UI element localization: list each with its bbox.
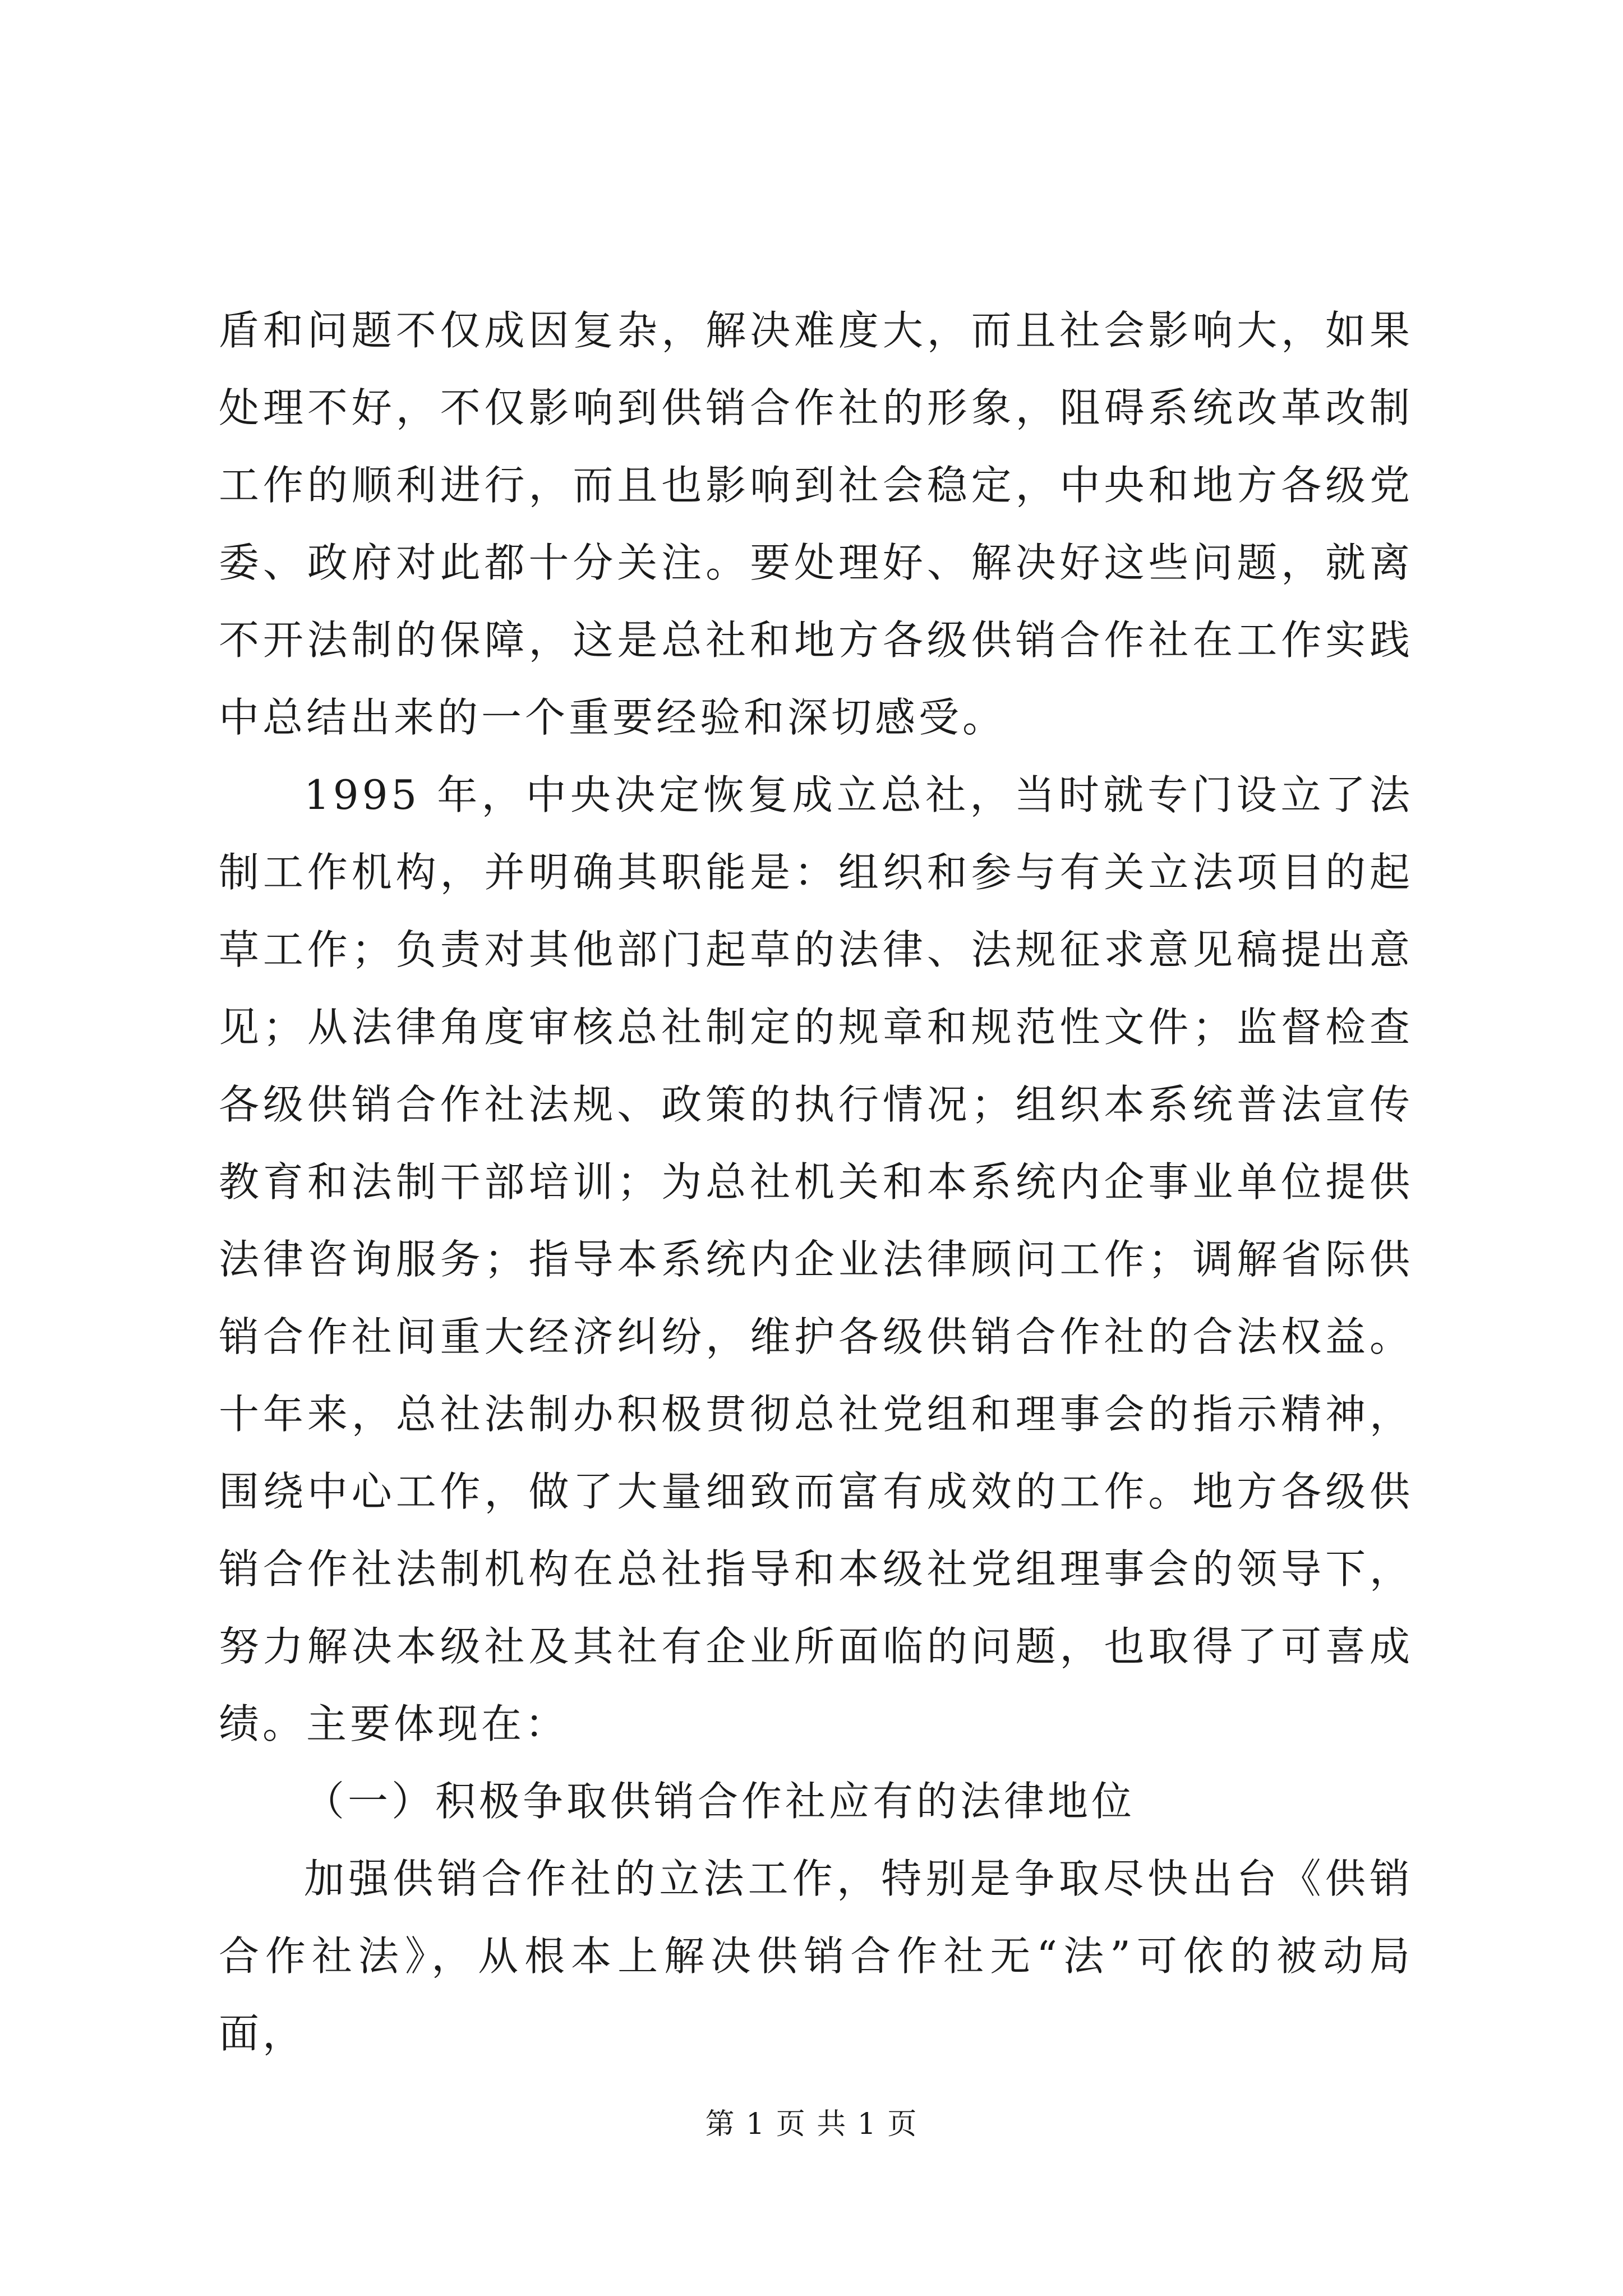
paragraph-after-heading: 加强供销合作社的立法工作，特别是争取尽快出台《供销合作社法》，从根本上解决供销合作社无“法”可依的被动局面， <box>219 1855 1413 2057</box>
section-heading: （一）积极争取供销合作社应有的法律地位 <box>304 1778 1136 1825</box>
document-body <box>219 292 1413 2072</box>
paragraph-1995-founding: 1995 年，中央决定恢复成立总社，当时就专门设立了法制工作机构，并明确其职能是：组织和参与有关立法项目的起草工作；负责对其他部门起草的法律、法规征求意见稿提出意见；从法律角度审核总社制定的规章和规范性文件；监督检查各级供销合作社法规、政策的执行情况；组织本系统普法宣传教育和法制干部培训；为总社机关和本系统内企事业单位提供法律咨询服务；指导本系统内企业法律顾问工作；调解省际供销合作社间重大经济纠纷，维护各级供销合作社的合法权益。十年来，总社法制办积极贯彻总社党组和理事会的指示精神，围绕中心工作，做了大量细致而富有成效的工作。地方各级供销合作社法制机构在总社指导和本级社党组理事会的领导下，努力解决本级社及其社有企业所面临的问题，也取得了可喜成绩。主要体现在： <box>219 771 1413 1747</box>
page-footer: 第 1 页 共 1 页 <box>705 2108 918 2141</box>
paragraph-continuation: 盾和问题不仅成因复杂，解决难度大，而且社会影响大，如果处理不好，不仅影响到供销合作社的形象，阻碍系统改革改制工作的顺利进行，而且也影响到社会稳定，中央和地方各级党委、政府对此都十分关注。要处理好、解决好这些问题，就离不开法制的保障，这是总社和地方各级供销合作社在工作实践中总结出来的一个重要经验和深切感受。 <box>219 307 1413 741</box>
